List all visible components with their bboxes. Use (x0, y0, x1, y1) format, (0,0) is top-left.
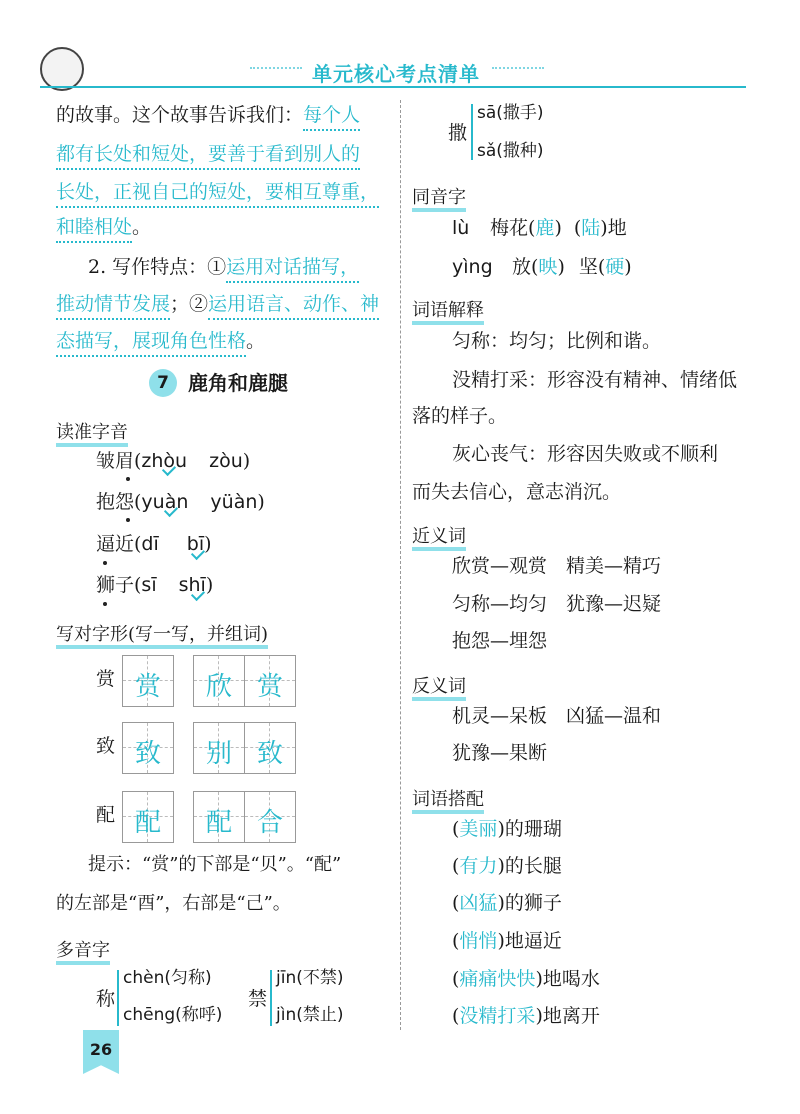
pinyin-option: dī (141, 533, 159, 555)
collocation-line: (悄悄)地逼近 (452, 930, 562, 952)
answer-text: 推动情节发展 (56, 293, 170, 320)
explanation-line: 匀称：均匀；比例和谐。 (452, 330, 662, 352)
antonym-line: 犹豫—果断 (452, 742, 548, 764)
text: 2. 写作特点：① (88, 256, 227, 278)
practice-grid (122, 655, 174, 707)
answer-text: 硬 (605, 256, 625, 278)
answer-text: 没精打采 (459, 1005, 536, 1027)
header-dots-left (250, 67, 302, 71)
writing-feature-line-1 (88, 258, 359, 277)
section-heading-polyphonic: 多音字 (56, 936, 110, 965)
book-logo-icon (40, 47, 84, 91)
text: 坚( (578, 256, 606, 278)
synonym-line: 欣赏—观赏 精美—精巧 (452, 555, 662, 577)
text: ( (573, 217, 582, 239)
text: ) (624, 256, 632, 278)
writing-feature-line-3 (56, 332, 265, 351)
emphasis-dot-icon (126, 518, 130, 522)
explanation-line: 落的样子。 (412, 405, 508, 427)
hint-line-1: 提示：“赏”的下部是“贝”。“配” (88, 854, 342, 875)
summary-line-1 (56, 106, 360, 125)
practice-grid (193, 655, 296, 707)
summary-line-2 (56, 145, 360, 164)
antonym-line: 机灵—呆板 凶猛—温和 (452, 705, 662, 727)
word: 狮子( (96, 574, 142, 596)
practice-char: 致 (96, 735, 116, 757)
grid-char: 别 (205, 739, 232, 769)
answer-text: 都有长处和短处，要善于看到别人的 (56, 143, 360, 170)
poly-reading: chēng(称呼) (123, 1005, 223, 1025)
poly-reading: sā(撒手) (477, 103, 544, 123)
pinyin-option: yüàn (210, 491, 258, 513)
lesson-number-badge: 7 (149, 369, 177, 397)
text: 放( (512, 256, 539, 278)
collocation-line: (凶猛)的狮子 (452, 892, 562, 914)
grid-char: 配 (205, 808, 232, 838)
pinyin-option-correct: bī (186, 533, 205, 555)
synonym-line: 抱怨—埋怨 (452, 630, 548, 652)
pinyin: lù (452, 217, 470, 239)
summary-line-4 (56, 218, 151, 237)
pinyin-option: zòu (209, 450, 243, 472)
text: ) (242, 450, 251, 472)
explanation-line: 没精打采：形容没有精神、情绪低 (452, 369, 738, 391)
answer-text: 美丽 (459, 818, 498, 840)
emphasis-dot-icon (103, 561, 107, 565)
answer-text: 长处，正视自己的短处，要相互尊重， (56, 181, 379, 208)
poly-reading: jīn(不禁) (276, 968, 344, 988)
answer-text: 运用语言、动作、神 (208, 293, 379, 320)
grid-char: 合 (256, 808, 283, 838)
collocation-line: (痛痛快快)地喝水 (452, 968, 600, 990)
explanation-line: 灰心丧气：形容因失败或不顺利 (452, 443, 719, 465)
text: ；② (170, 293, 209, 315)
practice-grid (193, 791, 296, 843)
answer-text: 鹿 (535, 217, 555, 239)
answer-text: 运用对话描写， (226, 256, 359, 283)
poly-reading: jìn(禁止) (276, 1005, 344, 1025)
grid-char: 致 (134, 739, 161, 769)
grid-char: 欣 (205, 672, 232, 702)
explanation-line: 而失去信心，意志消沉。 (412, 481, 622, 503)
column-divider (400, 100, 401, 1030)
collocation-line: (美丽)的珊瑚 (452, 818, 562, 840)
answer-text: 映 (538, 256, 558, 278)
pron-row (96, 493, 265, 512)
text: 梅花( (490, 217, 536, 239)
word: 逼近( (96, 533, 142, 555)
pinyin-option-correct: shī (178, 574, 206, 596)
section-heading-antonyms: 反义词 (412, 672, 466, 701)
grid-char: 配 (134, 808, 161, 838)
answer-text: 和睦相处 (56, 216, 132, 243)
pinyin-option: sī (141, 574, 157, 596)
poly-char: 禁 (248, 988, 268, 1010)
answer-text: 每个人 (303, 104, 360, 131)
text: 的长腿 (504, 855, 562, 877)
text: )地 (600, 217, 627, 239)
practice-char: 配 (96, 804, 116, 826)
text: 的故事。这个故事告诉我们： (56, 104, 304, 126)
text: 。 (132, 216, 152, 238)
answer-text: 有力 (459, 855, 498, 877)
grid-char: 赏 (134, 672, 161, 702)
answer-text: 悄悄 (459, 930, 498, 952)
text: ) (205, 574, 214, 596)
header-dots-right (492, 67, 544, 71)
collocation-line: (没精打采)地离开 (452, 1005, 600, 1027)
answer-text: 凶猛 (459, 892, 498, 914)
text: 。 (246, 330, 266, 352)
pinyin: yìng (452, 256, 493, 278)
grid-char: 赏 (256, 672, 283, 702)
answer-text: 陆 (581, 217, 601, 239)
grid-char: 致 (256, 739, 283, 769)
lesson-title: 鹿角和鹿腿 (188, 371, 288, 395)
text: ) (554, 217, 562, 239)
summary-line-3 (56, 183, 379, 202)
practice-grid (193, 722, 296, 774)
practice-grid (122, 722, 174, 774)
poly-reading: sǎ(撒种) (477, 141, 544, 161)
word: 皱眉( (96, 450, 142, 472)
homophone-row (452, 219, 627, 238)
section-heading-homophones: 同音字 (412, 183, 466, 212)
text: 地喝水 (542, 968, 600, 990)
poly-reading: chèn(匀称) (123, 968, 212, 988)
hint-line-2: 的左部是“酉”，右部是“己”。 (56, 893, 291, 914)
text: 的狮子 (504, 892, 562, 914)
section-heading-writing: 写对字形(写一写，并组词) (56, 620, 268, 649)
answer-text: 态描写，展现角色性格 (56, 330, 246, 357)
synonym-line: 匀称—均匀 犹豫—迟疑 (452, 593, 662, 615)
pinyin-option-correct: yuàn (141, 491, 189, 513)
page-number: 26 (89, 1040, 113, 1059)
writing-feature-line-2 (56, 295, 379, 314)
section-heading-pronunciation: 读准字音 (56, 418, 128, 447)
header-rule (40, 86, 746, 88)
poly-char: 称 (96, 988, 116, 1010)
section-heading-explanations: 词语解释 (412, 296, 484, 325)
practice-char: 赏 (96, 668, 116, 690)
practice-grid (122, 791, 174, 843)
text: 地离开 (542, 1005, 600, 1027)
word: 抱怨( (96, 491, 142, 513)
text: 地逼近 (504, 930, 562, 952)
section-heading-collocations: 词语搭配 (412, 785, 484, 814)
collocation-line: (有力)的长腿 (452, 855, 562, 877)
poly-char: 撒 (448, 122, 468, 144)
text: ) (557, 256, 565, 278)
text: ) (204, 533, 212, 555)
text: 的珊瑚 (504, 818, 562, 840)
homophone-row (452, 258, 632, 277)
section-heading-synonyms: 近义词 (412, 522, 466, 551)
text: ) (257, 491, 265, 513)
emphasis-dot-icon (126, 477, 130, 481)
pinyin-option-correct: zhòu (141, 450, 188, 472)
answer-text: 痛痛快快 (459, 968, 536, 990)
emphasis-dot-icon (103, 602, 107, 606)
header-title: 单元核心考点清单 (312, 62, 480, 86)
